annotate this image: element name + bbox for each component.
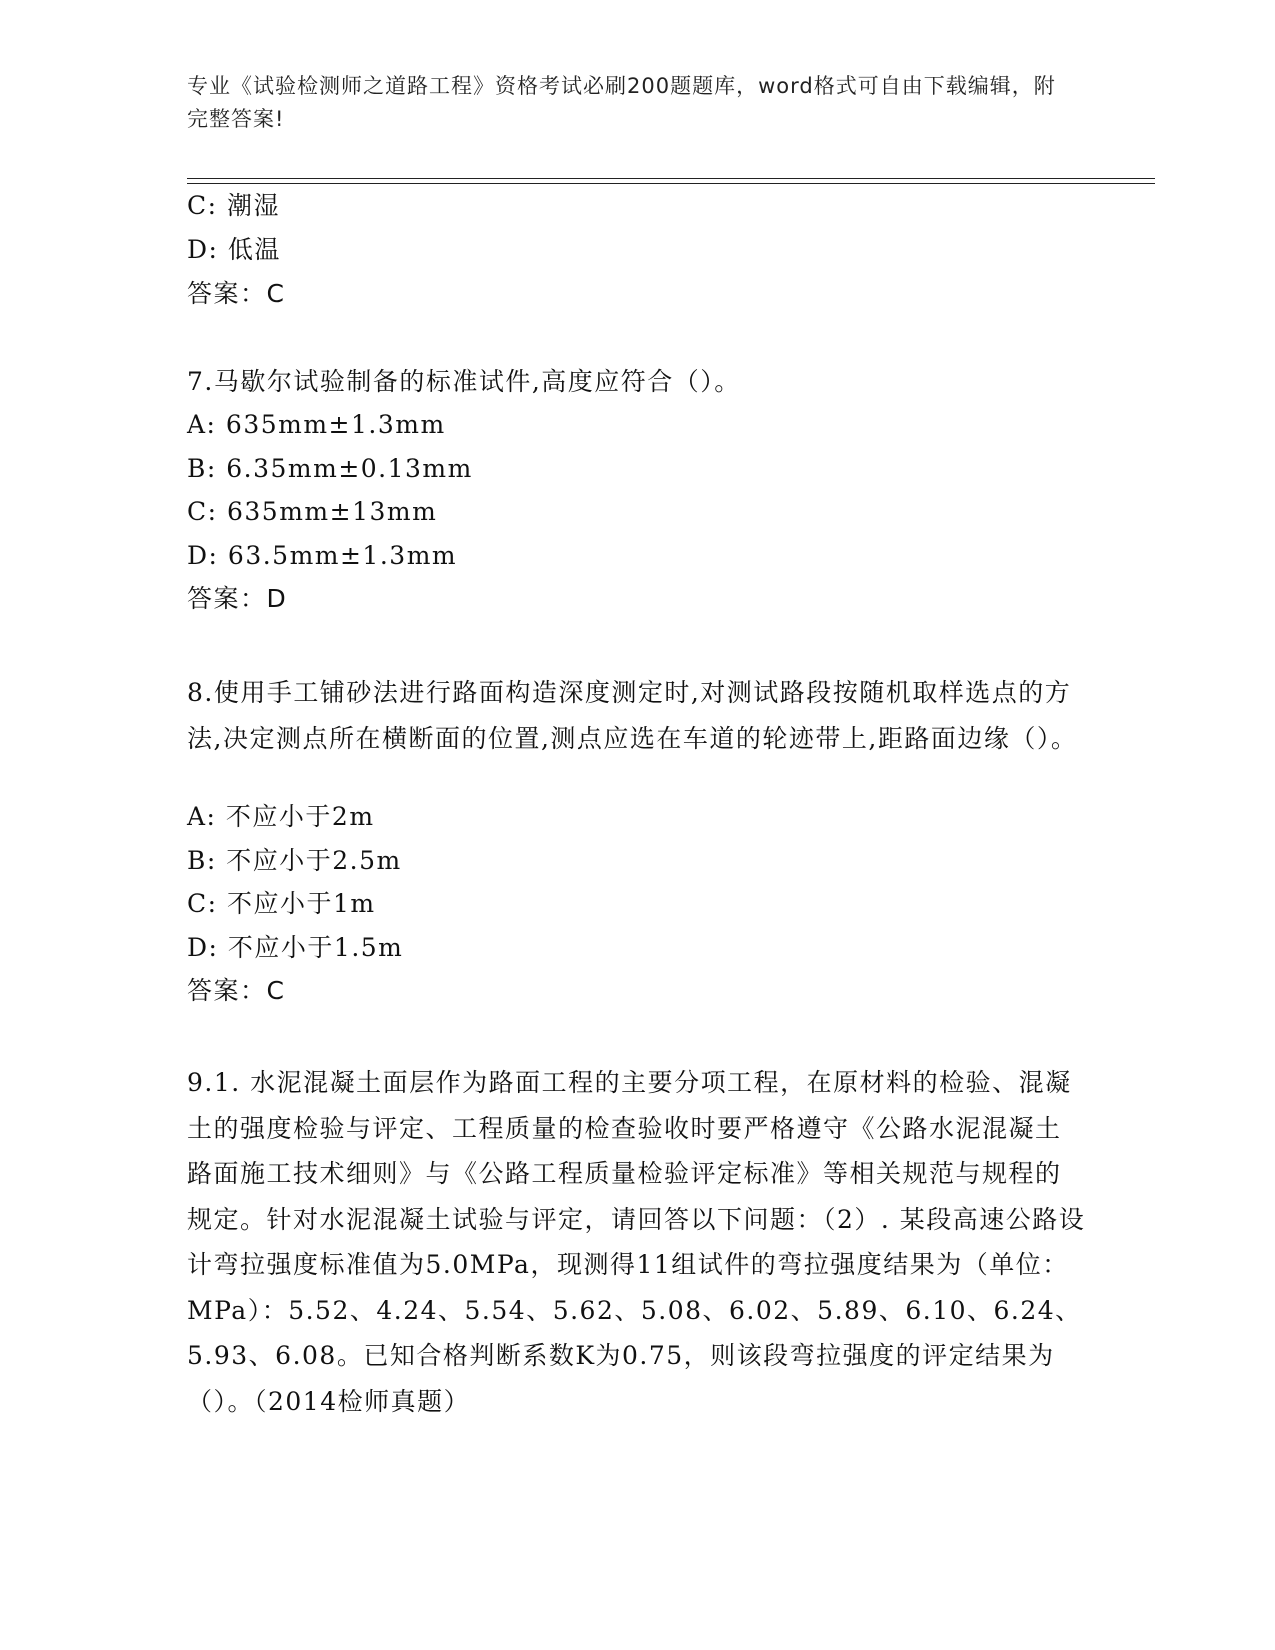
q8-option-d: D: 不应小于1.5m <box>187 933 404 962</box>
q9-stem: 9.1. 水泥混凝土面层作为路面工程的主要分项工程，在原材料的检验、混凝土的强度检验与评定、工程质量的检查验收时要严格遵守《公路水泥混凝土路面施工技术细则》与《公路工程质量检验评定标准》等相关规范与规程的规定。针对水泥混凝土试验与评定，请回答以下问题：（2）. 某段高速公路设计弯拉强度标准值为5.0MPa，现测得11组试件的弯拉强度结果为（单位：MPa）：5.52、4.24、5.54、5.62、5.08、6.02、5.89、6.10、6.24、5.93、6.08。已知合格判断系数K为0.75，则该段弯拉强度的评定结果为（）。（2014检师真题） <box>187 1068 1086 1416</box>
document-header: 专业《试验检测师之道路工程》资格考试必刷200题题库，word格式可自由下载编辑，附完整答案! <box>187 74 1056 131</box>
q8-option-a: A: 不应小于2m <box>187 802 375 831</box>
q8-stem: 8.使用手工铺砂法进行路面构造深度测定时,对测试路段按随机取样选点的方法,决定测点所在横断面的位置,测点应选在车道的轮迹带上,距路面边缘（）。 <box>187 678 1078 753</box>
header-rule-top <box>187 178 1155 179</box>
prev-option-c: C: 潮湿 <box>187 191 280 220</box>
prev-option-d: D: 低温 <box>187 235 281 264</box>
q8-answer: 答案：C <box>187 976 286 1005</box>
q8-option-b: B: 不应小于2.5m <box>187 846 402 875</box>
prev-answer: 答案：C <box>187 279 286 308</box>
header-rule-bottom <box>187 183 1155 184</box>
q7-answer: 答案：D <box>187 584 288 613</box>
q7-stem: 7.马歇尔试验制备的标准试件,高度应符合（）。 <box>187 367 741 396</box>
q7-option-b: B: 6.35mm±0.13mm <box>187 454 473 483</box>
q7-option-a: A: 635mm±1.3mm <box>187 410 446 439</box>
q7-option-d: D: 63.5mm±1.3mm <box>187 541 458 570</box>
q8-option-c: C: 不应小于1m <box>187 889 376 918</box>
q7-option-c: C: 635mm±13mm <box>187 497 438 526</box>
